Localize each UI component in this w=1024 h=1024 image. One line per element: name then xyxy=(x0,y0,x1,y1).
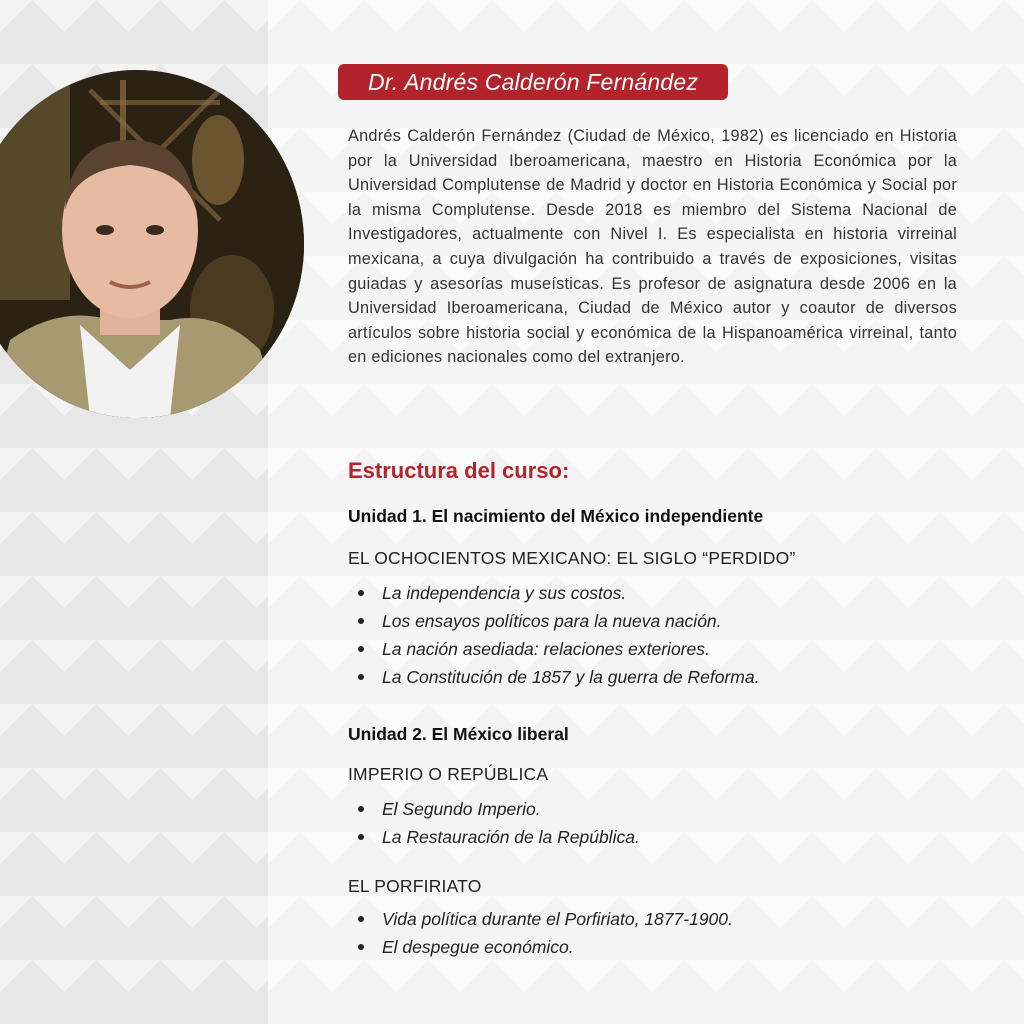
unit-1-group-1-heading: EL OCHOCIENTOS MEXICANO: EL SIGLO “PERDIDO” xyxy=(348,548,796,568)
unit-2-group-2-heading: EL PORFIRIATO xyxy=(348,876,482,896)
bio-paragraph: Andrés Calderón Fernández (Ciudad de México, 1982) es licenciado en Historia por la Universidad Iberoamericana, maestro en Historia Económica por la Universidad Complutense de Madrid y doctor en Historia Económica y Social por la misma Complutense. Desde 2018 es miembro del Sistema Nacional de Investigadores, actualmente con Nivel I. Es especialista en historia virreinal mexicana, a cuya divulgación ha contribuido a través de exposiciones, visitas guiadas y asesorías museísticas. Es profesor de asignatura desde 2006 en la Universidad Iberoamericana, Ciudad de México autor y coautor de diversos artículos sobre historia social y económica de la Hispanoamérica virreinal, tanto en ediciones nacionales como del extranjero. xyxy=(348,127,957,367)
list-item: La independencia y sus costos. xyxy=(358,579,759,607)
bullet-icon xyxy=(358,674,364,680)
list-item: El despegue económico. xyxy=(358,933,733,961)
name-badge: Dr. Andrés Calderón Fernández xyxy=(338,64,728,100)
bullet-icon xyxy=(358,618,364,624)
bullet-icon xyxy=(358,916,364,922)
list-item: La Constitución de 1857 y la guerra de Reforma. xyxy=(358,663,759,691)
bullet-icon xyxy=(358,834,364,840)
list-item: La nación asediada: relaciones exteriores. xyxy=(358,635,759,663)
bullet-icon xyxy=(358,944,364,950)
bullet-icon xyxy=(358,646,364,652)
list-item: El Segundo Imperio. xyxy=(358,795,640,823)
unit-2-title: Unidad 2. El México liberal xyxy=(348,724,569,744)
course-structure-title: Estructura del curso: xyxy=(348,458,570,483)
unit-2-group-2-list xyxy=(358,905,733,961)
list-item: Vida política durante el Porfiriato, 1877-1900. xyxy=(358,905,733,933)
unit-1-title: Unidad 1. El nacimiento del México independiente xyxy=(348,506,764,526)
unit-2-group-1-heading: IMPERIO O REPÚBLICA xyxy=(348,764,549,784)
bullet-icon xyxy=(358,806,364,812)
bullet-icon xyxy=(358,590,364,596)
list-item: La Restauración de la República. xyxy=(358,823,640,851)
unit-2-group-1-list xyxy=(358,795,640,851)
list-item: Los ensayos políticos para la nueva nación. xyxy=(358,607,759,635)
unit-1-group-1-list xyxy=(358,579,759,691)
